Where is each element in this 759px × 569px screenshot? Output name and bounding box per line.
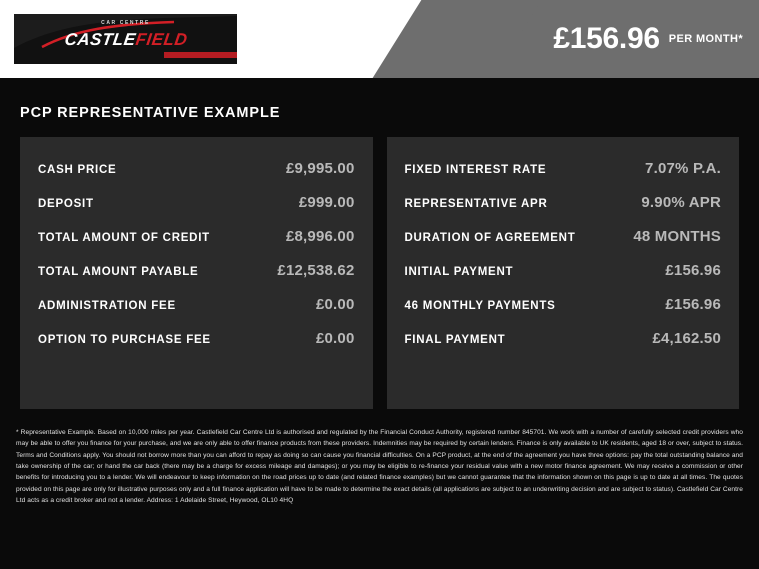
disclaimer-text: * Representative Example. Based on 10,000 miles per year. Castlefield Car Centre Ltd is authorised and regulated by the Financial Conduct Authority, registered number 845701. We work with a number of carefully selected credit providers who may be able to offer you finance for your purchase, and we are only able to offer finance products from these providers. Indemnities may be required by certain lenders. Finance is only available to UK residents, aged 18 or over, subject to status. Terms and Conditions apply. You should not borrow more than you can afford to repay as doing so can cause you financial difficulties. On a PCP product, at the end of the agreement you have three options: pay the total outstanding balance and take ownership of the car; or hand the car back (there may be a charge for excess mileage and damages); or you may be eligible to re-finance your residual value with a new motor finance agreement. We may receive a commission or other benefits for introducing you to a lender. We will endeavour to keep information on the road prices up to date (and related finance examples) but we cannot guarantee that the information shown on this page is up to date at all times. The quotes provided on this page are only for illustrative purposes only and a full finance application will have to be made to determine the exact details (all applications are subject to an underwriting decision and are subject to status). Castlefield Car Centre Ltd acts as a credit broker and not a lender. Address: 1 Adelaide Street, Heywood, OL10 4HQ xyxy=(16,429,743,504)
finance-row-label: TOTAL AMOUNT PAYABLE xyxy=(38,265,199,278)
finance-row-value: £4,162.50 xyxy=(652,329,721,347)
finance-row-value: £8,996.00 xyxy=(285,227,355,245)
logo-wordmark-field: FIELD xyxy=(133,30,189,49)
logo-wordmark-castle: CASTLE xyxy=(62,30,137,49)
finance-row xyxy=(20,287,373,321)
finance-row xyxy=(20,151,373,185)
finance-row-label: 46 MONTHLY PAYMENTS xyxy=(404,299,556,312)
finance-details-panels xyxy=(0,121,759,409)
finance-row-value: 48 MONTHS xyxy=(633,227,721,245)
finance-row-label: FIXED INTEREST RATE xyxy=(404,163,547,176)
logo-inner xyxy=(14,14,237,64)
monthly-price-value: £156.96 xyxy=(553,22,660,55)
finance-row xyxy=(387,185,740,219)
logo-wordmark xyxy=(63,30,188,50)
finance-row-value: 7.07% P.A. xyxy=(645,159,721,177)
finance-row-value: £0.00 xyxy=(315,329,355,347)
dealer-logo[interactable] xyxy=(14,14,237,64)
finance-row-label: FINAL PAYMENT xyxy=(404,333,506,346)
monthly-price-banner xyxy=(459,0,759,78)
finance-row-label: DURATION OF AGREEMENT xyxy=(404,231,576,244)
finance-row xyxy=(20,321,373,355)
finance-row-label: DEPOSIT xyxy=(38,197,94,210)
finance-row xyxy=(20,253,373,287)
finance-row-value: £999.00 xyxy=(298,193,355,211)
finance-row-label: ADMINISTRATION FEE xyxy=(38,299,176,312)
finance-row-label: INITIAL PAYMENT xyxy=(404,265,514,278)
finance-row-label: CASH PRICE xyxy=(38,163,117,176)
page-header xyxy=(0,0,759,78)
finance-row-label: TOTAL AMOUNT OF CREDIT xyxy=(38,231,210,244)
finance-panel-left xyxy=(20,137,373,409)
finance-row-value: 9.90% APR xyxy=(641,193,721,211)
finance-row-value: £156.96 xyxy=(665,295,721,313)
finance-row-value: £12,538.62 xyxy=(277,261,355,279)
logo-top-text: CAR CENTRE xyxy=(101,20,150,26)
finance-panel-right xyxy=(387,137,740,409)
finance-row-value: £0.00 xyxy=(315,295,355,313)
finance-row-label: REPRESENTATIVE APR xyxy=(404,197,548,210)
monthly-price-suffix: PER MONTH* xyxy=(668,33,743,45)
finance-row xyxy=(387,253,740,287)
finance-row xyxy=(387,219,740,253)
finance-row-value: £156.96 xyxy=(665,261,721,279)
page-title: PCP REPRESENTATIVE EXAMPLE xyxy=(20,105,281,121)
finance-row xyxy=(387,151,740,185)
finance-row xyxy=(20,219,373,253)
finance-row xyxy=(387,287,740,321)
finance-row xyxy=(387,321,740,355)
finance-row xyxy=(20,185,373,219)
finance-row-label: OPTION TO PURCHASE FEE xyxy=(38,333,211,346)
finance-row-value: £9,995.00 xyxy=(285,159,355,177)
